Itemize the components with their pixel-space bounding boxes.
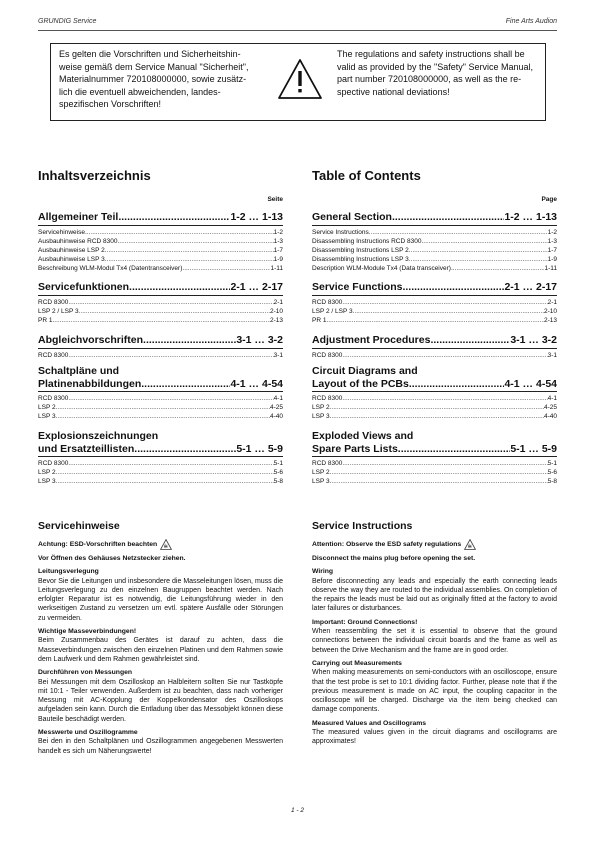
toc-entry-page: 2-13: [543, 316, 557, 324]
service-block-text: Bei den in den Schaltplänen und Oszillogrammen angegebenen Messwerten handelt es sich um Näherungswerte!: [38, 738, 283, 755]
toc-section-heading[interactable]: [312, 334, 557, 347]
toc-section-range: 3-1 … 3-2: [236, 334, 283, 346]
toc-leader-dots: [68, 298, 273, 307]
toc-section-heading[interactable]: [312, 211, 557, 224]
toc-leader-dots: [326, 316, 544, 325]
toc-entry-page: 5-8: [273, 478, 283, 485]
safety-notice-en-line: valid as provided by the "Safety" Service Manual,: [337, 61, 533, 72]
service-block-heading: Leitungsverlegung: [38, 568, 99, 576]
toc-leader-dots: [409, 255, 548, 264]
toc-leader-dots: [369, 228, 548, 237]
page-number: 1 - 2: [290, 807, 304, 814]
safety-notice-de-line: Materialnummer 720108000000, sowie zusätz-: [59, 74, 247, 85]
toc-section-rule: [312, 225, 557, 226]
service-block: [312, 659, 557, 715]
toc-entry-name: Disassembling Instructions LSP 3: [312, 255, 409, 263]
toc-entry-name: LSP 3: [312, 478, 330, 485]
toc-entry[interactable]: [312, 403, 557, 412]
mains-note-en: Disconnect the mains plug before opening the set.: [312, 555, 476, 562]
safety-notice-en-line: The regulations and safety instructions shall be: [337, 49, 525, 59]
toc-section-heading-line: Circuit Diagrams and: [312, 365, 418, 377]
toc-section-heading[interactable]: [38, 211, 283, 224]
toc-leader-dots: [52, 316, 270, 325]
toc-entry-name: LSP 3: [312, 413, 330, 420]
toc-entry-page: 1-9: [273, 255, 283, 263]
toc-section-heading-row: [38, 378, 283, 391]
toc-entry-page: 2-10: [543, 307, 557, 315]
toc-section-heading-row: [312, 378, 557, 391]
toc-section-name: Abgleichvorschriften: [38, 334, 144, 346]
toc-entry-page: 4-1: [273, 395, 283, 402]
toc-entry[interactable]: [38, 255, 283, 264]
toc-entry-page: 2-13: [269, 316, 283, 324]
toc-title-en: Table of Contents: [312, 168, 421, 183]
toc-entry[interactable]: [38, 403, 283, 412]
toc-leader-dots: [143, 334, 236, 347]
toc-section-range: 1-2 … 1-13: [230, 211, 283, 223]
toc-entry-page: 1-7: [547, 246, 557, 254]
toc-entry-page: 1-2: [273, 228, 283, 236]
toc-section-heading-row: [38, 443, 283, 456]
toc-entry[interactable]: [312, 468, 557, 477]
esd-note-de-text: Achtung: ESD-Vorschriften beachten: [38, 540, 158, 548]
toc-section-heading-row: [38, 334, 283, 347]
toc-section-heading-line: Schaltpläne und: [38, 365, 120, 377]
toc-section-name: Spare Parts Lists: [312, 442, 398, 455]
toc-entry[interactable]: [312, 394, 557, 403]
toc-section: [38, 334, 283, 360]
toc-entry-page: 5-6: [547, 469, 557, 476]
toc-entry-name: LSP 2 / LSP 3: [312, 307, 353, 315]
toc-section-rule: [38, 391, 283, 392]
toc-section-range: 4-1 … 4-54: [504, 377, 557, 390]
toc-leader-dots: [141, 378, 230, 391]
toc-section-heading[interactable]: [38, 281, 283, 294]
toc-entry-name: Description WLM-Module Tx4 (Data transceiver): [312, 264, 451, 272]
toc-leader-dots: [409, 378, 505, 391]
service-block-heading: Wiring: [312, 568, 334, 576]
toc-leader-dots: [398, 443, 511, 456]
toc-entry[interactable]: [38, 316, 283, 325]
toc-entry[interactable]: [312, 477, 557, 486]
toc-entry-name: LSP 3: [38, 413, 56, 420]
esd-note-de: [38, 539, 172, 550]
toc-entry-name: Ausbauhinweise LSP 2: [38, 246, 105, 254]
toc-entry[interactable]: [38, 298, 283, 307]
toc-leader-dots: [118, 211, 230, 224]
toc-entry-name: LSP 2: [38, 404, 56, 411]
toc-entry-name: Ausbauhinweise RCD 8300: [38, 237, 118, 245]
toc-entry-name: LSP 2 / LSP 3: [38, 307, 79, 315]
toc-section-rule: [38, 225, 283, 226]
toc-section-rule: [312, 391, 557, 392]
toc-entry-page: 1-11: [270, 264, 283, 272]
toc-section-name: Allgemeiner Teil: [38, 211, 119, 223]
toc-entry-name: RCD 8300: [312, 460, 343, 467]
service-block: [312, 719, 557, 747]
toc-section-heading[interactable]: [38, 365, 283, 390]
toc-section-rule: [38, 295, 283, 296]
toc-section-rule: [312, 348, 557, 349]
service-block-heading: Messwerte und Oszillogramme: [38, 729, 138, 737]
toc-leader-dots: [342, 459, 547, 468]
service-block-text: Before disconnecting any leads and especially the earth connecting leads observe the way they are routed to the individual assemblies. On completion of the repairs the leads must be laid out as originally fitted at the factory to avoid later failures or disturbances.: [312, 577, 557, 613]
toc-entry-name: Servicehinweise: [38, 228, 85, 236]
toc-section-name: und Ersatzteillisten: [38, 442, 135, 455]
toc-section-rule: [38, 348, 283, 349]
service-block-heading: Important: Ground Connections!: [312, 618, 418, 626]
toc-leader-dots: [409, 246, 548, 255]
toc-section-heading[interactable]: [38, 430, 283, 455]
service-block: [38, 567, 283, 623]
toc-entry-name: Disassembling Instructions RCD 8300: [312, 237, 422, 245]
toc-entry[interactable]: [38, 228, 283, 237]
toc-entry[interactable]: [38, 477, 283, 486]
toc-section-name: Adjustment Procedures: [312, 334, 431, 346]
toc-leader-dots: [330, 403, 544, 412]
toc-leader-dots: [421, 237, 547, 246]
toc-section: [312, 334, 557, 360]
toc-leader-dots: [342, 298, 547, 307]
toc-entry[interactable]: [38, 307, 283, 316]
toc-section: [38, 365, 283, 421]
toc-section-rule: [312, 456, 557, 457]
toc-entry[interactable]: [312, 298, 557, 307]
toc-section: [38, 211, 283, 273]
toc-entry-name: RCD 8300: [38, 460, 69, 467]
toc-section-range: 5-1 … 5-9: [510, 442, 557, 455]
toc-entry[interactable]: [312, 307, 557, 316]
safety-notice-de-line: Es gelten die Vorschriften und Sicherheitshin-: [59, 49, 241, 59]
mains-note-de: Vor Öffnen des Gehäuses Netzstecker ziehen.: [38, 555, 186, 562]
toc-section-heading-row: [38, 211, 283, 224]
toc-section-range: 3-1 … 3-2: [510, 334, 557, 346]
toc-entry-page: 1-3: [547, 237, 557, 245]
toc-section-range: 5-1 … 5-9: [236, 442, 283, 455]
safety-notice-de-line: lich die eventuell abweichenden, landes-: [59, 86, 221, 97]
toc-entry[interactable]: [38, 412, 283, 421]
toc-leader-dots: [56, 412, 270, 421]
toc-leader-dots: [402, 281, 504, 294]
service-body-de: [38, 539, 283, 760]
service-block-heading: Wichtige Masseverbindungen!: [38, 628, 137, 636]
toc-leader-dots: [118, 237, 274, 246]
toc-entry[interactable]: [312, 412, 557, 421]
toc-entry-name: LSP 2: [312, 469, 330, 476]
toc-leader-dots: [56, 403, 270, 412]
toc-entry-page: 1-11: [544, 264, 557, 272]
toc-entry-name: LSP 3: [38, 478, 56, 485]
toc-section: [38, 430, 283, 486]
toc-entry-page: 4-25: [543, 404, 557, 411]
service-block-text: Beim Zusammenbau des Gerätes ist darauf zu achten, dass die Masseverbindungen zwischen den einzelnen Platinen und dem Rahmen sowie dem Laufwerk und dem Rahmen gewährleistet sind.: [38, 637, 283, 663]
service-block-heading: Durchführen von Messungen: [38, 669, 133, 677]
esd-hand-icon: [464, 539, 476, 550]
safety-notice-en-line: part number 720108000000, as well as the re-: [337, 74, 522, 85]
esd-note-en: [312, 539, 476, 550]
toc-entry[interactable]: [38, 459, 283, 468]
toc-section-heading-row: [312, 281, 557, 294]
toc-title-de: Inhaltsverzeichnis: [38, 168, 151, 183]
toc-section-heading[interactable]: [312, 430, 557, 455]
toc-entry[interactable]: [38, 246, 283, 255]
toc-section-name: Servicefunktionen: [38, 281, 130, 293]
toc-entry-name: LSP 2: [312, 404, 330, 411]
toc-entry-name: RCD 8300: [38, 351, 69, 359]
service-block: [38, 728, 283, 756]
toc-entry-name: RCD 8300: [38, 298, 69, 306]
toc-entry-page: 4-40: [543, 413, 557, 420]
toc-entry-page: 1-2: [547, 228, 557, 236]
toc-entry-page: 3-1: [547, 351, 557, 359]
toc-section-heading-row: [312, 443, 557, 456]
toc-entry[interactable]: [312, 228, 557, 237]
service-block: [312, 618, 557, 655]
toc-entry[interactable]: [312, 246, 557, 255]
toc-section-name: Layout of the PCBs: [312, 377, 409, 390]
toc-entry-page: 5-1: [273, 460, 283, 467]
toc-leader-dots: [342, 394, 547, 403]
toc-entry-page: 1-9: [547, 255, 557, 263]
toc-section-rule: [38, 456, 283, 457]
toc-entry-name: Ausbauhinweise LSP 3: [38, 255, 105, 263]
toc-entry-page: 2-1: [273, 298, 283, 306]
service-block: [38, 668, 283, 724]
toc-entry-page: 1-3: [273, 237, 283, 245]
service-body-en: [312, 539, 557, 751]
toc-section-heading-line: Exploded Views and: [312, 430, 414, 442]
toc-leader-dots: [105, 246, 274, 255]
toc-entry-name: PR 1: [38, 316, 53, 324]
esd-note-en-text: Attention: Observe the ESD safety regulations: [312, 540, 462, 548]
service-block-heading: Carrying out Measurements: [312, 659, 402, 667]
toc-leader-dots: [392, 211, 505, 224]
toc-entry-name: RCD 8300: [38, 395, 69, 402]
header-brand: GRUNDIG Service: [38, 18, 97, 25]
toc-entry-page: 4-1: [547, 395, 557, 402]
header-product: Fine Arts Audion: [505, 18, 557, 25]
toc-section-heading[interactable]: [312, 365, 557, 390]
toc-entry-name: Disassembling Instructions LSP 2: [312, 246, 409, 254]
toc-entry[interactable]: [312, 459, 557, 468]
toc-leader-dots: [342, 351, 547, 360]
toc-leader-dots: [105, 255, 274, 264]
toc-entry-name: RCD 8300: [312, 351, 343, 359]
toc-entry-page: 4-40: [269, 413, 283, 420]
toc-section-range: 2-1 … 2-17: [230, 281, 283, 293]
service-block-text: When making measurements on semi-conductors with an oscilloscope, ensure that the test probe is set to 10:1 dividing factor. Further, please note that if the previous measurement is made on AC input, the coupling capacitor in the oscilloscope will be charged. Discharge via the item being checked can damage components.: [312, 669, 557, 714]
toc-leader-dots: [330, 468, 548, 477]
toc-entry-page: 5-1: [547, 460, 557, 467]
toc-entry-page: 4-25: [269, 404, 283, 411]
toc-leader-dots: [68, 459, 273, 468]
toc-entry-name: LSP 2: [38, 469, 56, 476]
toc-leader-dots: [129, 281, 230, 294]
service-block-heading: Measured Values and Oscillograms: [312, 719, 427, 727]
toc-entry[interactable]: [312, 351, 557, 360]
toc-entry-name: Beschreibung WLM-Modul Tx4 (Datentransceiver): [38, 264, 183, 272]
toc-entry-page: 1-7: [273, 246, 283, 254]
safety-notice-de-line: weise gemäß dem Service Manual "Sicherheit",: [59, 61, 249, 72]
toc-section-range: 2-1 … 2-17: [504, 281, 557, 293]
toc-entry[interactable]: [38, 264, 283, 273]
toc-leader-dots: [330, 477, 548, 486]
toc-entry[interactable]: [38, 351, 283, 360]
toc-section-range: 4-1 … 4-54: [230, 377, 283, 390]
service-block-text: When reassembling the set it is essential to observe that the ground connections between the individual circuit boards and the frame as well as between the Drive Mechanism and the frame are in good order.: [312, 628, 557, 654]
toc-section-name: Platinenabbildungen: [38, 377, 142, 390]
service-title-de: Servicehinweise: [38, 520, 120, 532]
toc-entry[interactable]: [38, 394, 283, 403]
toc-leader-dots: [85, 228, 274, 237]
toc-leader-dots: [79, 307, 270, 316]
toc-entry[interactable]: [38, 468, 283, 477]
toc-page-label-de: Seite: [267, 196, 283, 203]
toc-section: [38, 281, 283, 325]
toc-page-label-en: Page: [541, 196, 557, 203]
service-block: [38, 627, 283, 664]
toc-section-heading[interactable]: [38, 334, 283, 347]
toc-leader-dots: [56, 477, 274, 486]
toc-leader-dots: [68, 394, 273, 403]
toc-section: [312, 430, 557, 486]
esd-hand-icon: [160, 539, 172, 550]
toc-entry-page: 5-8: [547, 478, 557, 485]
toc-entry[interactable]: [312, 264, 557, 273]
toc-section-name: General Section: [312, 211, 392, 223]
toc-entry-page: 5-6: [273, 469, 283, 476]
toc-entry-page: 2-1: [547, 298, 557, 306]
toc-section: [312, 211, 557, 273]
toc-entry-page: 3-1: [273, 351, 283, 359]
toc-section-heading-line: Explosionszeichnungen: [38, 430, 159, 442]
toc-entry-page: 2-10: [269, 307, 283, 315]
service-block-text: Bei Messungen mit dem Oszilloskop an Halbleitern sollten Sie nur Tastköpfe mit 10:1 - Teiler verwenden. Außerdem ist zu beachten, dass nach vorheriger Messung mit AC-Kopplung der Koppelkondensator des Oszilloskops aufgeladen sein kann. Durch die Entladung über das Messobjekt können diese Bauteile beschädigt werden.: [38, 678, 283, 723]
toc-section-heading[interactable]: [312, 281, 557, 294]
toc-section-name: Service Functions: [312, 281, 403, 293]
toc-leader-dots: [353, 307, 544, 316]
toc-entry-name: RCD 8300: [312, 298, 343, 306]
toc-section: [312, 281, 557, 325]
toc-leader-dots: [182, 264, 270, 273]
toc-entry[interactable]: [312, 237, 557, 246]
toc-entry[interactable]: [38, 237, 283, 246]
toc-entry-name: RCD 8300: [312, 395, 343, 402]
toc-leader-dots: [430, 334, 510, 347]
toc-leader-dots: [68, 351, 273, 360]
toc-leader-dots: [56, 468, 274, 477]
toc-leader-dots: [330, 412, 544, 421]
service-title-en: Service Instructions: [312, 520, 413, 532]
toc-entry-name: Service Instructions: [312, 228, 369, 236]
toc-section-heading-row: [312, 334, 557, 347]
toc-leader-dots: [134, 443, 236, 456]
service-block-text: The measured values given in the circuit diagrams and oscillograms are approximates!: [312, 729, 557, 746]
toc-leader-dots: [451, 264, 545, 273]
service-block-text: Bevor Sie die Leitungen und insbesondere die Masseleitungen lösen, muss die Leitungsverlegung zu den einzelnen Baugruppen beachtet werden. Nach erfolgter Reparatur ist es notwendig, die Leitungsführung wieder in den werkseitigen Zustand zu versetzen um evtl. spätere Ausfälle oder Störungen zu vermeiden.: [38, 577, 283, 622]
toc-entry[interactable]: [312, 255, 557, 264]
toc-section-rule: [312, 295, 557, 296]
safety-notice-de-line: spezifischen Vorschriften!: [59, 99, 162, 110]
toc-section-range: 1-2 … 1-13: [504, 211, 557, 223]
service-block: [312, 567, 557, 613]
toc-section-heading-row: [38, 281, 283, 294]
toc-entry[interactable]: [312, 316, 557, 325]
toc-section-heading-row: [312, 211, 557, 224]
safety-notice-en-line: spective national deviations!: [337, 86, 450, 97]
toc-entry-name: PR 1: [312, 316, 327, 324]
toc-section: [312, 365, 557, 421]
